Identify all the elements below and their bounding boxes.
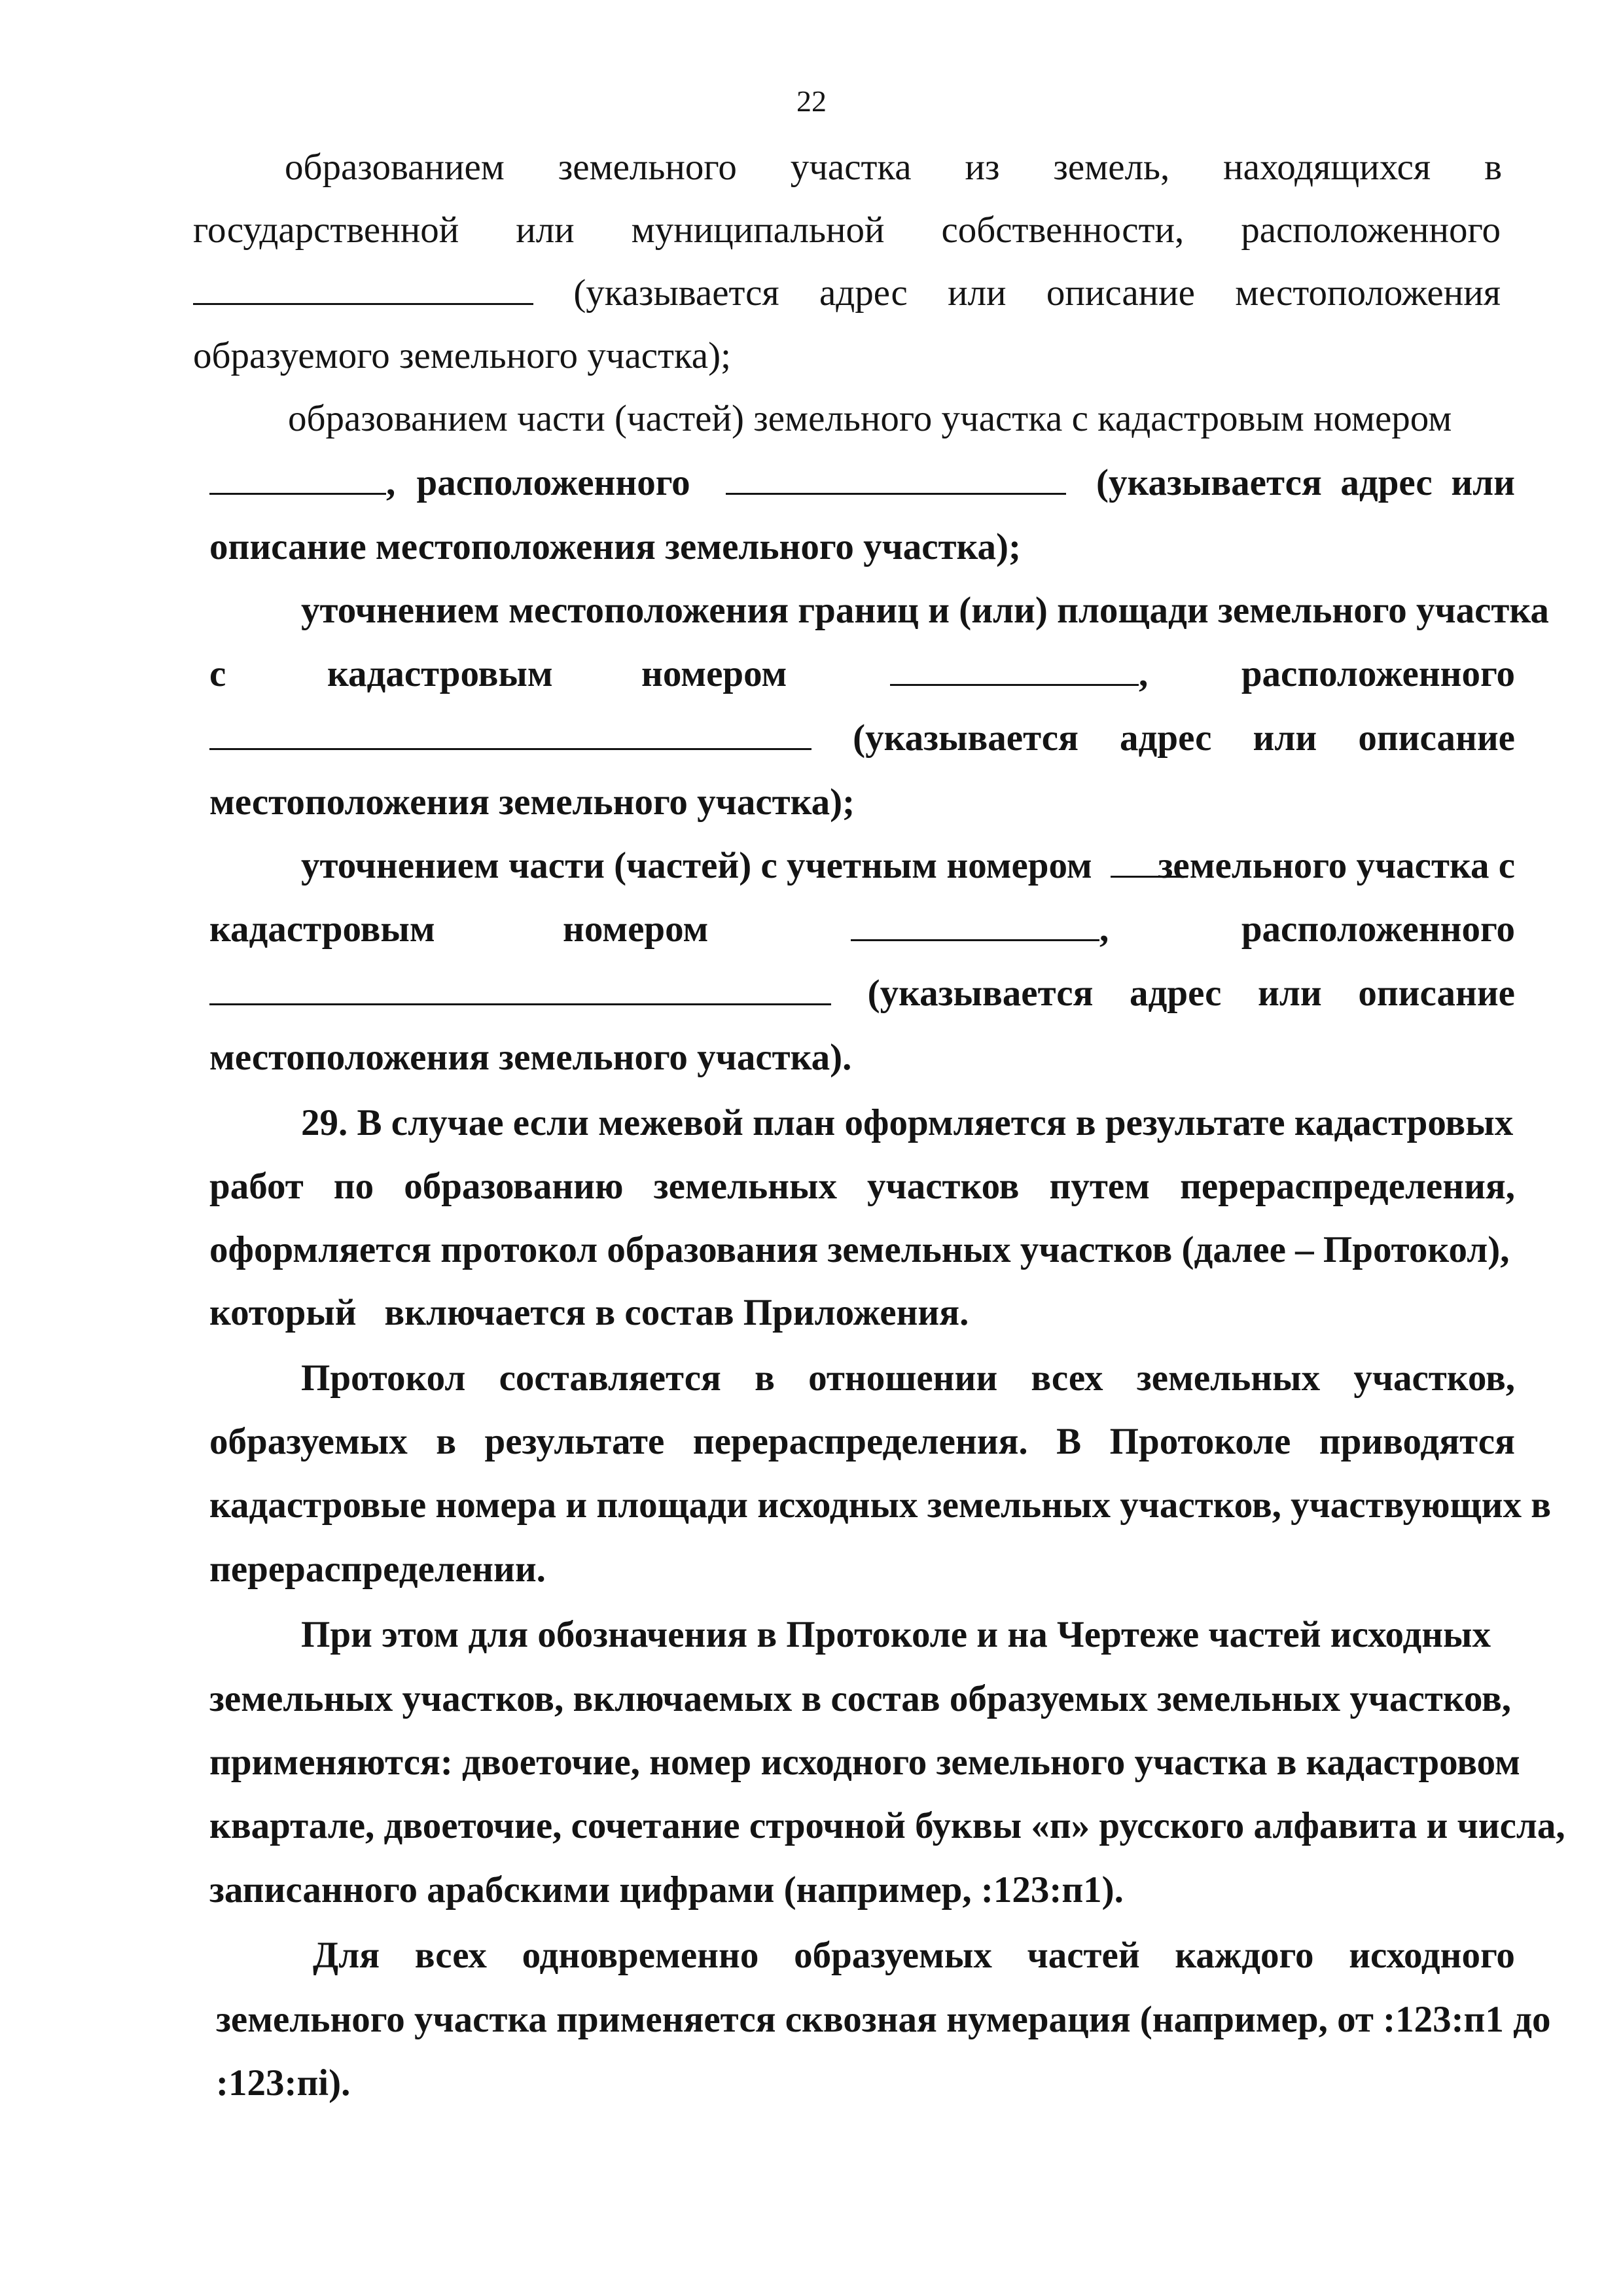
- word: работ: [209, 1166, 304, 1207]
- address-blank: [726, 452, 1066, 495]
- word: приводятся: [1319, 1421, 1515, 1462]
- p6-line-1: [301, 1347, 1515, 1410]
- comma: ,: [386, 462, 396, 503]
- word: адрес: [819, 272, 908, 314]
- word: земельных: [1136, 1357, 1321, 1399]
- p6-line-3: кадастровые номера и площади исходных земельных участков, участвующих в: [209, 1484, 1551, 1526]
- word: собственности,: [941, 209, 1185, 251]
- word: адрес: [1340, 462, 1433, 503]
- word: по: [333, 1166, 374, 1207]
- cadastral-number-blank: [209, 452, 386, 495]
- p4-line-3: [209, 962, 1515, 1025]
- p4-line-2: [209, 898, 1515, 961]
- blank-with-comma: [890, 643, 1148, 706]
- p4-line-4: местоположения земельного участка).: [209, 1037, 852, 1078]
- comma: ,: [1139, 653, 1149, 694]
- p2-line-1: образованием части (частей) земельного участка с кадастровым номером: [288, 398, 1452, 439]
- word: образованию: [404, 1166, 624, 1207]
- address-blank: [209, 708, 812, 750]
- cadastral-number-blank: [851, 899, 1099, 941]
- word: адрес: [1130, 973, 1222, 1014]
- p4-line-1: [301, 834, 1515, 897]
- word: Протокол: [301, 1357, 466, 1399]
- word: земельного: [558, 147, 737, 188]
- word: в: [436, 1421, 457, 1462]
- word: (указывается: [573, 272, 779, 314]
- word: участков,: [1353, 1357, 1515, 1399]
- word: земельных: [653, 1166, 837, 1207]
- word: расположенного: [1241, 908, 1515, 950]
- word: одновременно: [522, 1935, 759, 1976]
- word: путем: [1049, 1166, 1150, 1207]
- word: всех: [1031, 1357, 1103, 1399]
- p7-line-5: записанного арабскими цифрами (например, :123:п1).: [209, 1869, 1124, 1910]
- word: номером: [641, 653, 787, 694]
- word: находящихся: [1223, 147, 1431, 188]
- word: в: [755, 1357, 775, 1399]
- p3-line-2: [209, 643, 1515, 706]
- p2-line-2-tail: [1096, 452, 1515, 514]
- p2-line-2: [209, 452, 1515, 514]
- p7-line-1: При этом для обозначения в Протоколе и на Чертеже частей исходных: [301, 1614, 1491, 1655]
- p5-line-1: 29. В случае если межевой план оформляется в результате кадастровых: [301, 1102, 1514, 1143]
- p3-line-4: местоположения земельного участка);: [209, 781, 855, 823]
- word: из: [965, 147, 1000, 188]
- p5-line-3: оформляется протокол образования земельных участков (далее – Протокол),: [209, 1229, 1510, 1270]
- word: (указывается: [867, 973, 1094, 1014]
- p6-line-4: перераспределении.: [209, 1549, 546, 1590]
- word: или: [1451, 462, 1515, 503]
- blank-with-comma: [851, 898, 1109, 961]
- word: муниципальной: [631, 209, 885, 251]
- word: В: [1056, 1421, 1082, 1462]
- p7-line-2: земельных участков, включаемых в состав образуемых земельных участков,: [209, 1678, 1512, 1719]
- word: Протоколе: [1109, 1421, 1291, 1462]
- word: с: [209, 653, 226, 694]
- word: расположенного: [1241, 209, 1501, 251]
- word: каждого: [1175, 1935, 1314, 1976]
- p8-line-2: земельного участка применяется сквозная нумерация (например, от :123:п1 до: [216, 1999, 1551, 2040]
- word: местоположения: [1235, 272, 1501, 314]
- cadastral-number-blank: [890, 643, 1139, 686]
- word: в: [1484, 147, 1502, 188]
- word: исходного: [1349, 1935, 1515, 1976]
- word: расположенного: [416, 462, 690, 503]
- p7-line-4: квартале, двоеточие, сочетание строчной буквы «п» русского алфавита и числа,: [209, 1805, 1565, 1846]
- word: описание: [1046, 272, 1195, 314]
- p5-line-2: [209, 1155, 1515, 1218]
- p3-line-1: уточнением местоположения границ и (или) площади земельного участка: [301, 590, 1549, 631]
- p3-line-3: [209, 707, 1515, 770]
- word: описание: [1358, 973, 1515, 1014]
- p5-line-4: который включается в состав Приложения.: [209, 1292, 969, 1333]
- p8-line-3: :123:пi).: [216, 2062, 351, 2104]
- word: земель,: [1053, 147, 1170, 188]
- p8-line-1: [313, 1924, 1515, 1987]
- word: перераспределения,: [1180, 1166, 1515, 1207]
- p1-line-3: [193, 262, 1501, 325]
- page-number: 22: [796, 84, 827, 118]
- word: адрес: [1120, 717, 1212, 759]
- word: или: [1258, 973, 1322, 1014]
- word: описание: [1358, 717, 1515, 759]
- word: или: [948, 272, 1007, 314]
- address-blank: [193, 262, 533, 305]
- text: уточнением части (частей) с учетным номером: [301, 845, 1092, 886]
- word: образованием: [285, 147, 505, 188]
- word: всех: [414, 1935, 487, 1976]
- word: или: [1253, 717, 1317, 759]
- p1-line-1: [285, 136, 1502, 199]
- word: составляется: [499, 1357, 721, 1399]
- word: Для: [313, 1935, 380, 1976]
- address-blank: [209, 963, 831, 1005]
- comma: ,: [1099, 908, 1109, 950]
- word: отношении: [808, 1357, 998, 1399]
- p1-line-4: образуемого земельного участка);: [193, 335, 731, 376]
- word: участка: [790, 147, 912, 188]
- word: расположенного: [1241, 653, 1515, 694]
- word: образуемых: [794, 1935, 992, 1976]
- word: участков: [867, 1166, 1020, 1207]
- p7-line-3: применяются: двоеточие, номер исходного земельного участка в кадастровом: [209, 1742, 1520, 1783]
- p1-line-2: [193, 199, 1501, 262]
- word: номером: [563, 908, 709, 950]
- text: земельного участка с: [1158, 845, 1515, 886]
- word: (указывается: [1096, 462, 1322, 503]
- word: результате: [484, 1421, 665, 1462]
- word: частей: [1027, 1935, 1140, 1976]
- word: кадастровым: [327, 653, 553, 694]
- p6-line-2: [209, 1410, 1515, 1473]
- p2-line-3: описание местоположения земельного участка);: [209, 526, 1021, 567]
- word: образуемых: [209, 1421, 408, 1462]
- word: или: [516, 209, 575, 251]
- word: кадастровым: [209, 908, 435, 950]
- word: (указывается: [853, 717, 1079, 759]
- word: перераспределения.: [692, 1421, 1028, 1462]
- word: государственной: [193, 209, 459, 251]
